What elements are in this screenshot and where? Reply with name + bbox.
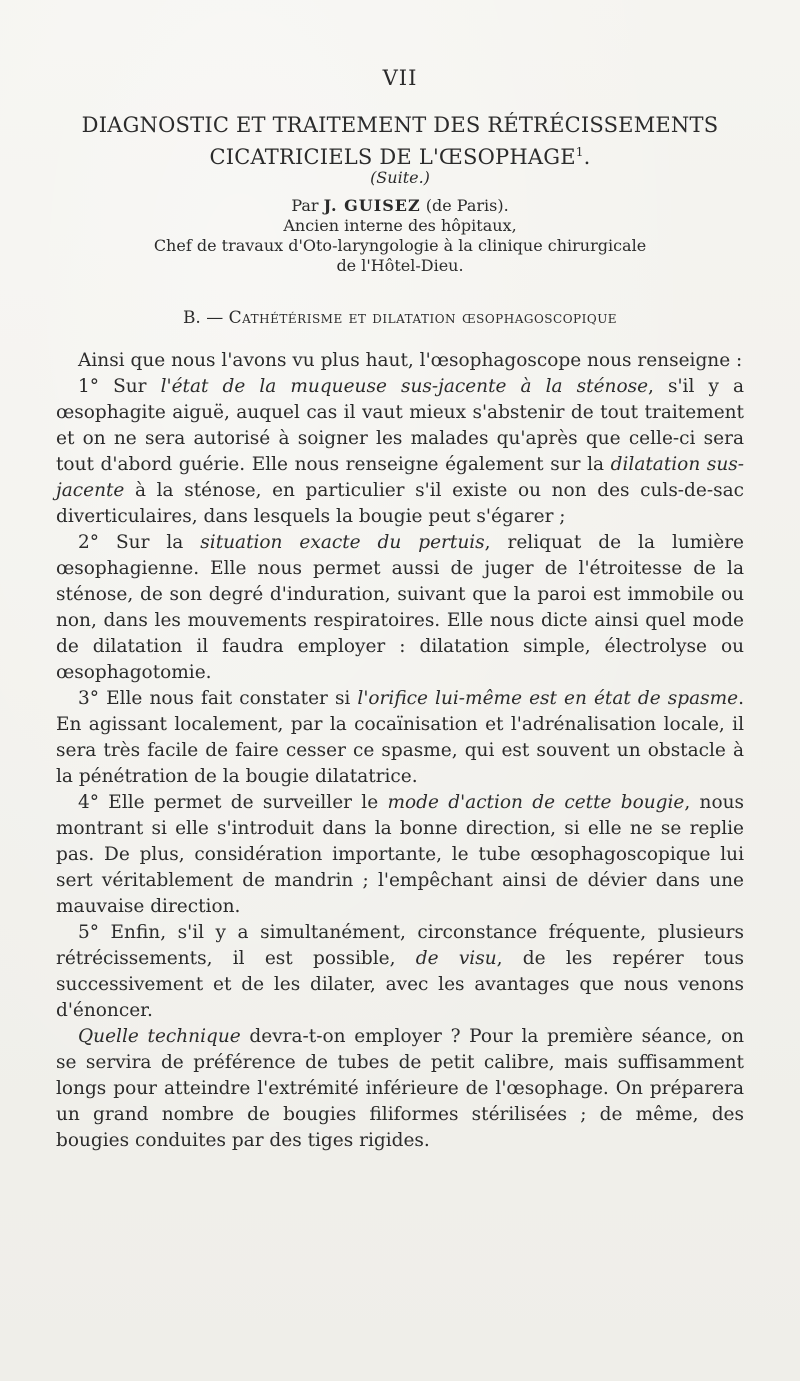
paragraph-intro — [56, 348, 744, 374]
body-text — [56, 348, 744, 1154]
p1-text-c: à la sténose, en particulier s'il existe ou non des culs-de-sac diverticulaires, dans lesquels la bougie peut s'égarer ; — [56, 480, 744, 527]
p2-text-b: , reliquat de la lumière œsophagienne. Elle nous permet aussi de juger de l'étroitesse de la sténose, de son degré d'induration, suivant que la paroi est immobile ou non, dans les mouvements respiratoires. Elle nous dicte ainsi quel mode de dilatation il faudra employer : dilatation simple, électrolyse ou œsophagotomie. — [56, 532, 744, 683]
p6-emphasis: Quelle technique — [78, 1026, 241, 1047]
article-title — [40, 112, 760, 171]
p1-emphasis-1: l'état de la muqueuse sus-jacente à la sténose — [160, 376, 649, 397]
paragraph-6 — [56, 1024, 744, 1154]
p3-text-b: . En agissant localement, par la cocaïnisation et l'adrénalisation locale, il sera très facile de faire cesser ce spasme, qui est souvent un obstacle à la pénétration de la bougie dilatatrice. — [56, 688, 744, 787]
author-line1 — [0, 196, 800, 216]
paragraph-4 — [56, 790, 744, 920]
p2-emphasis: situation exacte du pertuis — [200, 532, 485, 553]
paragraph-3 — [56, 686, 744, 790]
author-line4: de l'Hôtel-Dieu. — [336, 256, 464, 275]
section-heading — [0, 308, 800, 328]
section-letter: B. — [182, 308, 201, 328]
footnote-mark: 1 — [575, 145, 584, 159]
suite-note: (Suite.) — [370, 168, 430, 187]
author-line3: Chef de travaux d'Oto-laryngologie à la clinique chirurgicale — [153, 236, 647, 255]
paragraph-intro-text: Ainsi que nous l'avons vu plus haut, l'œsophagoscope nous renseigne : — [78, 350, 743, 371]
p6-text-b: devra-t-on employer ? Pour la première séance, on se servira de préférence de tubes de petit calibre, mais suffisamment longs pour atteindre l'extrémité inférieure de l'œsophage. On préparera un grand nombre de bougies filiformes stérilisées ; de même, des bougies conduites par des tiges rigides. — [56, 1026, 745, 1151]
article-title-line1: DIAGNOSTIC ET TRAITEMENT DES RÉTRÉCISSEMENTS — [81, 113, 719, 137]
p4-emphasis: mode d'action de cette bougie — [387, 792, 685, 813]
p1-emphasis-2: dilatation sus-jacente — [56, 454, 745, 501]
paragraph-2 — [56, 530, 744, 686]
p4-text-b: , nous montrant si elle s'introduit dans la bonne direction, si elle ne se replie pas. De plus, considération importante, le tube œsophagoscopique lui sert véritablement de mandrin ; l'empêchant ainsi de dévier dans une mauvaise direction. — [56, 792, 744, 917]
section-dash: — — [206, 308, 224, 328]
article-title-line2 — [40, 139, 760, 171]
author-par: Par — [291, 196, 319, 215]
p3-emphasis: l'orifice lui-même est en état de spasme — [357, 688, 739, 709]
p5-emphasis: de visu — [415, 948, 497, 969]
p1-text-b: , s'il y a œsophagite aiguë, auquel cas il vaut mieux s'abstenir de tout traitement et on ne sera autorisé à soigner les malades qu'après que celle-ci sera tout d'abord guérie. Elle nous renseigne également sur la — [56, 376, 744, 475]
section-title: Cathétérisme et dilatation œsophagoscopique — [228, 308, 618, 328]
paragraph-5 — [56, 920, 744, 1024]
p2-text-a: 2° Sur la — [78, 532, 201, 553]
p5-text-b: , de les repérer tous successivement et de les dilater, avec les avantages que nous venons d'énoncer. — [56, 948, 744, 1021]
p3-text-a: 3° Elle nous fait constater si — [78, 688, 358, 709]
article-title-end: . — [583, 145, 591, 169]
author-line2: Ancien interne des hôpitaux, — [283, 216, 517, 235]
p5-text-a: 5° Enfin, s'il y a simultanément, circonstance fréquente, plusieurs rétrécissements, il est possible, — [56, 922, 744, 969]
p1-text-a: 1° Sur — [78, 376, 161, 397]
p4-text-a: 4° Elle permet de surveiller le — [78, 792, 388, 813]
chapter-number: VII — [382, 66, 418, 90]
author-block — [0, 196, 800, 276]
article-title-line2-text: CICATRICIELS DE L'ŒSOPHAGE — [209, 145, 576, 169]
author-origin: (de Paris). — [425, 196, 509, 215]
paragraph-1 — [56, 374, 744, 530]
author-name: J. GUISEZ — [323, 196, 421, 215]
